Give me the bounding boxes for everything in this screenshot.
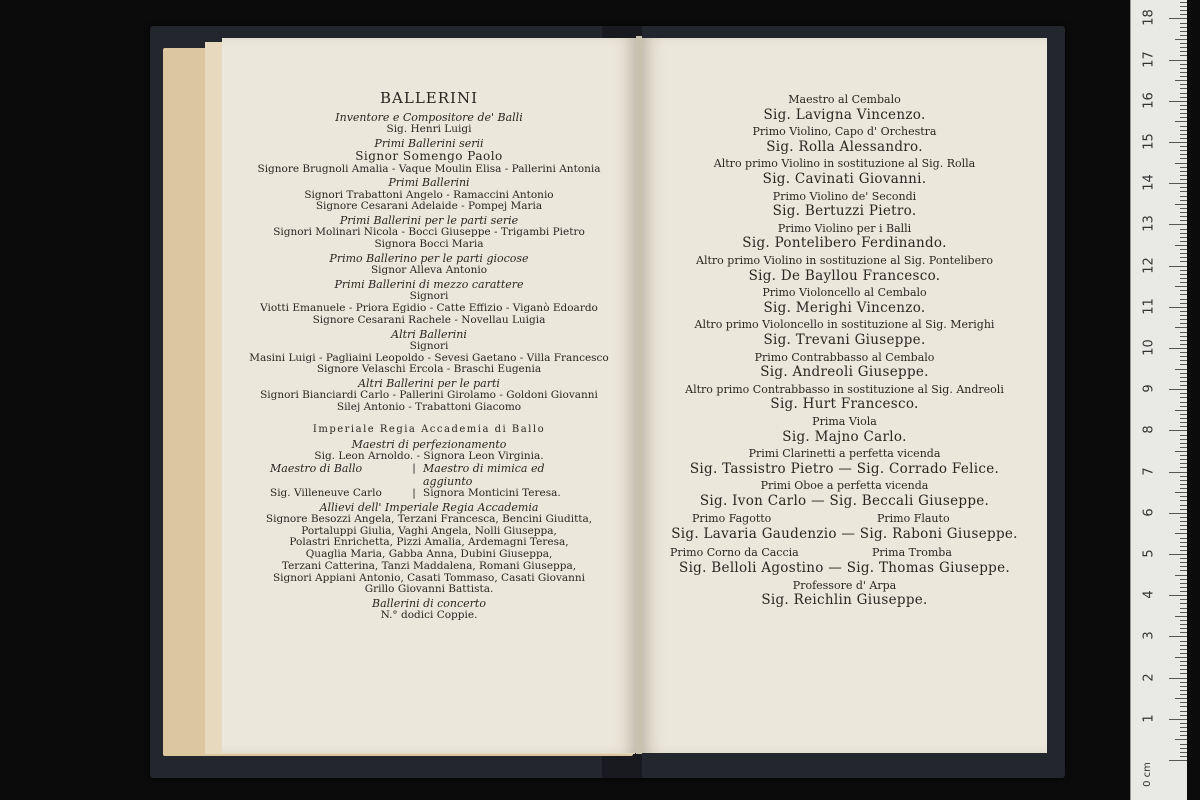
dancer-names: Signor Somengo Paolo [355, 149, 503, 164]
section-title: Primi Ballerini per le parti serie [339, 214, 519, 228]
ruler-tick [1180, 229, 1187, 230]
ruler-tick [1180, 43, 1187, 44]
ruler-tick [1180, 480, 1187, 481]
ruler-tick [1180, 373, 1187, 374]
section-title: Ballerini di concerto [372, 597, 486, 611]
ruler-number: 14 [1141, 174, 1157, 191]
ruler-tick [1180, 274, 1187, 275]
ruler-number: 9 [1141, 384, 1157, 393]
ruler-tick [1175, 451, 1187, 452]
ruler-number: 18 [1141, 9, 1157, 27]
ruler-tick [1169, 389, 1187, 390]
ruler-tick [1180, 212, 1187, 213]
ruler-tick [1180, 175, 1187, 176]
role-title: Altro primo Violino in sostituzione al Sig. Pontelibero [696, 253, 993, 267]
ruler-tick [1169, 224, 1187, 225]
ruler-tick [1180, 315, 1187, 316]
ruler-tick [1180, 196, 1187, 197]
ruler-tick [1180, 484, 1187, 485]
ruler-tick [1180, 682, 1187, 683]
ruler-tick [1180, 261, 1187, 262]
dancer-names: Quaglia Maria, Gabba Anna, Dubini Giuseppa, [305, 548, 553, 561]
ruler-tick [1180, 538, 1187, 539]
person-name: Sig. Cavinati Giovanni. [762, 171, 927, 188]
ruler-tick [1180, 591, 1187, 592]
ruler-tick [1175, 204, 1187, 205]
ruler-tick [1180, 31, 1187, 32]
person-name: Sig. De Bayllou Francesco. [748, 267, 941, 284]
ruler-tick [1180, 744, 1187, 745]
ruler-tick [1180, 570, 1187, 571]
ruler-tick [1180, 299, 1187, 300]
ruler-tick [1175, 327, 1187, 328]
role-title: Primo Contrabbasso al Cembalo [754, 350, 935, 364]
ruler-tick [1180, 97, 1187, 98]
dancer-names: Polastri Enrichetta, Pizzi Amalia, Ardemagni Teresa, [289, 536, 569, 549]
dancer-names: Signore Velaschi Ercola - Braschi Eugenia [316, 363, 542, 376]
ruler-tick [1180, 150, 1187, 151]
split-row [222, 488, 636, 500]
ruler-tick [1180, 612, 1187, 613]
ruler-tick [1175, 369, 1187, 370]
ruler-tick [1180, 146, 1187, 147]
ruler-number: 13 [1141, 215, 1157, 233]
person-name: Sig. Lavigna Vincenzo. [763, 106, 926, 123]
ruler-tick [1180, 51, 1187, 52]
dancer-names: Signori Appiani Antonio, Casati Tommaso, Casati Giovanni [272, 571, 586, 584]
pair-names-1: Sig. Lavaria Gaudenzio — Sig. Raboni Giuseppe. [671, 526, 1018, 543]
pair-roles-2 [642, 546, 1047, 560]
split-right: Maestro di mimica ed aggiunto [423, 462, 545, 488]
ruler-tick [1180, 397, 1187, 398]
ruler-tick [1180, 352, 1187, 353]
ruler-tick [1180, 68, 1187, 69]
ruler-number: 7 [1141, 466, 1157, 476]
orchestra-list [642, 94, 1047, 510]
ruler-tick [1180, 686, 1187, 687]
ruler-tick [1175, 533, 1187, 534]
dancer-names: Signore Besozzi Angela, Terzani Francesca, Bencini Giuditta, [265, 512, 593, 525]
person-name: Sig. Merighi Vincenzo. [763, 299, 926, 316]
ruler-tick [1180, 422, 1187, 423]
ruler-number: 12 [1141, 256, 1157, 274]
ruler-tick [1180, 443, 1187, 444]
ruler-tick [1180, 332, 1187, 333]
person-name: Sig. Reichlin Giuseppe. [761, 592, 928, 609]
ruler-tick [1180, 599, 1187, 600]
dancer-names: Signori Bianciardi Carlo - Pallerini Girolamo - Goldoni Giovanni [260, 389, 598, 402]
ruler-tick [1180, 171, 1187, 172]
students-list [222, 502, 636, 623]
ruler-tick [1180, 748, 1187, 749]
ruler-tick [1180, 476, 1187, 477]
ruler-tick [1180, 134, 1187, 135]
dancer-names: Signore Brugnoli Amalia - Vaque Moulin Elisa - Pallerini Antonia [257, 162, 601, 175]
ruler-tick [1180, 731, 1187, 732]
ruler-tick [1180, 467, 1187, 468]
ruler-tick [1180, 360, 1187, 361]
role-title: Professore d' Arpa [792, 578, 897, 592]
person-name: Sig. Hurt Francesco. [770, 396, 919, 413]
role-title: Altro primo Violoncello in sostituzione al Sig. Merighi [694, 318, 995, 332]
ruler-tick [1180, 509, 1187, 510]
ruler-tick [1180, 311, 1187, 312]
ruler-tick [1169, 472, 1187, 473]
ruler-tick [1180, 270, 1187, 271]
ruler-tick [1180, 752, 1187, 753]
role-title: Primo Violino, Capo d' Orchestra [752, 125, 937, 139]
ruler-tick [1180, 167, 1187, 168]
ruler-tick [1180, 669, 1187, 670]
ruler-tick [1180, 517, 1187, 518]
left-page [222, 38, 636, 753]
ruler-unit: 0 cm [1141, 762, 1153, 787]
ruler-tick [1180, 439, 1187, 440]
ruler-tick [1180, 546, 1187, 547]
ruler-tick [1180, 694, 1187, 695]
ruler-tick [1180, 47, 1187, 48]
ruler-tick [1180, 447, 1187, 448]
ruler-tick [1180, 237, 1187, 238]
dancer-names: Signori Trabattoni Angelo - Ramaccini Antonio [304, 188, 554, 201]
ruler-tick [1180, 735, 1187, 736]
ruler-tick [1169, 18, 1187, 19]
role-title: Maestro al Cembalo [788, 93, 901, 106]
ruler-tick [1180, 393, 1187, 394]
ruler-tick [1169, 554, 1187, 555]
ruler-tick [1180, 336, 1187, 337]
ruler-tick [1180, 23, 1187, 24]
dancer-names: Imperiale Regia Accademia di Ballo [312, 423, 546, 435]
ruler-tick [1180, 10, 1187, 11]
ruler-tick [1180, 727, 1187, 728]
ruler-tick [1180, 418, 1187, 419]
ruler-tick [1169, 719, 1187, 720]
person-name: Sig. Andreoli Giuseppe. [760, 364, 929, 381]
split-left: Sig. Villeneuve Carlo [270, 486, 382, 499]
ruler-tick [1180, 138, 1187, 139]
dancer-names: Signora Bocci Maria [374, 238, 484, 251]
ruler-tick [1180, 579, 1187, 580]
ruler-tick [1180, 435, 1187, 436]
ruler-tick [1180, 6, 1187, 7]
ruler-tick [1180, 603, 1187, 604]
ruler-number: 6 [1141, 508, 1157, 517]
ruler-tick [1180, 377, 1187, 378]
dancer-names: Signore Cesarani Adelaide - Pompej Maria [315, 200, 543, 213]
section-title: Altri Ballerini per le parti [358, 377, 500, 391]
role-right: Prima Tromba [872, 545, 952, 559]
ruler-tick [1180, 76, 1187, 77]
ruler-tick [1180, 216, 1187, 217]
role-title: Primi Clarinetti a perfetta vicenda [748, 447, 941, 461]
ruler-tick [1180, 632, 1187, 633]
ruler-tick [1175, 698, 1187, 699]
ruler-tick [1180, 665, 1187, 666]
ruler-tick [1180, 55, 1187, 56]
person-name: Sig. Trevani Giuseppe. [763, 331, 926, 348]
ruler-tick [1180, 661, 1187, 662]
ruler-tick [1180, 525, 1187, 526]
ruler-tick [1180, 529, 1187, 530]
section-title: Inventore e Compositore de' Balli [335, 110, 523, 124]
split-bar: | [412, 462, 416, 475]
ruler-number: 2 [1141, 672, 1157, 682]
ruler-tick [1180, 628, 1187, 629]
split-right: Signora Monticini Teresa. [423, 486, 561, 499]
ruler-number: 5 [1141, 549, 1157, 558]
ruler-tick [1169, 101, 1187, 102]
ruler-tick [1175, 739, 1187, 740]
person-name: Sig. Pontelibero Ferdinando. [742, 235, 947, 252]
ruler-tick [1180, 426, 1187, 427]
ruler-tick [1180, 645, 1187, 646]
dancer-names: Signori Molinari Nicola - Bocci Giuseppe - Trigambi Pietro [273, 226, 585, 239]
ruler-tick [1180, 706, 1187, 707]
ruler-tick [1180, 542, 1187, 543]
ruler-tick [1180, 158, 1187, 159]
ruler-tick [1180, 653, 1187, 654]
ruler-tick [1180, 608, 1187, 609]
ruler-number: 8 [1141, 425, 1157, 435]
ruler-tick [1169, 430, 1187, 431]
ruler-tick [1180, 356, 1187, 357]
ruler-tick [1180, 187, 1187, 188]
person-name: Sig. Majno Carlo. [782, 428, 907, 445]
person-name: Sig. Tassistro Pietro — Sig. Corrado Felice. [689, 460, 1000, 477]
ruler-tick [1175, 121, 1187, 122]
ruler-tick [1180, 550, 1187, 551]
person-name: Sig. Ivon Carlo — Sig. Beccali Giuseppe. [699, 492, 990, 509]
ruler-tick [1180, 249, 1187, 250]
ruler-tick [1180, 624, 1187, 625]
role-title: Primo Violino de' Secondi [772, 189, 917, 203]
ruler-tick [1180, 109, 1187, 110]
ruler-tick [1180, 711, 1187, 712]
ruler-tick [1180, 117, 1187, 118]
role-title: Primo Violoncello al Cembalo [762, 286, 927, 300]
ruler-tick [1180, 220, 1187, 221]
ruler-tick [1180, 290, 1187, 291]
ruler-tick [1180, 649, 1187, 650]
pair-roles-1 [642, 512, 1047, 526]
dancer-names: N.° dodici Coppie. [380, 609, 478, 622]
ruler-tick [1180, 278, 1187, 279]
ruler-tick [1180, 130, 1187, 131]
page-heading: BALLERINI [380, 89, 478, 107]
ruler-tick [1180, 303, 1187, 304]
ruler-tick [1180, 191, 1187, 192]
ruler-tick [1180, 323, 1187, 324]
ruler-tick [1180, 690, 1187, 691]
ruler-tick [1175, 245, 1187, 246]
ruler-tick [1180, 562, 1187, 563]
ruler-tick [1180, 200, 1187, 201]
ruler-tick [1180, 294, 1187, 295]
dancer-names: Signori [409, 290, 449, 303]
role-right: Primo Flauto [877, 512, 950, 526]
ruler-tick [1180, 344, 1187, 345]
ruler-tick [1169, 678, 1187, 679]
ruler-tick [1175, 286, 1187, 287]
role-title: Primo Violino per i Balli [777, 221, 912, 235]
ruler-tick [1175, 575, 1187, 576]
ruler-tick [1180, 179, 1187, 180]
ruler-tick [1180, 35, 1187, 36]
dancer-names: Signor Alleva Antonio [370, 264, 488, 277]
ruler-tick [1180, 715, 1187, 716]
dancer-names: Terzani Catterina, Tanzi Maddalena, Romani Giuseppa, [281, 559, 577, 572]
ruler-tick [1180, 84, 1187, 85]
split-left: Maestro di Ballo [270, 462, 363, 476]
ruler-tick [1175, 80, 1187, 81]
ruler-tick [1180, 500, 1187, 501]
role-left: Primo Fagotto [692, 512, 772, 526]
ruler-number: 11 [1141, 298, 1157, 315]
ruler-tick [1180, 723, 1187, 724]
ruler-number: 17 [1141, 50, 1157, 68]
dancer-names: Masini Luigi - Pagliaini Leopoldo - Sevesi Gaetano - Villa Francesco [249, 351, 609, 364]
ruler-tick [1169, 513, 1187, 514]
section-title: Altri Ballerini [391, 327, 467, 341]
masters-split [222, 463, 636, 499]
role-title: Altro primo Contrabbasso in sostituzione al Sig. Andreoli [685, 382, 1004, 396]
ruler-tick [1175, 410, 1187, 411]
section-title: Primi Ballerini serii [374, 136, 484, 150]
ruler-tick [1175, 616, 1187, 617]
dancer-names: Viotti Emanuele - Priora Egidio - Catte Effizio - Viganò Edoardo [260, 302, 598, 315]
ruler-tick [1180, 72, 1187, 73]
ruler-tick [1169, 636, 1187, 637]
dancer-names: Sig. Henri Luigi [386, 123, 472, 136]
ruler-tick [1180, 88, 1187, 89]
ruler-tick [1180, 282, 1187, 283]
ruler-tick [1169, 60, 1187, 61]
dancer-names: Signore Cesarani Rachele - Novellau Luigia [312, 313, 546, 326]
right-page [642, 38, 1047, 753]
pair-names-2: Sig. Belloli Agostino — Sig. Thomas Giuseppe. [679, 559, 1010, 576]
ruler-tick [1180, 620, 1187, 621]
ruler-tick [1180, 455, 1187, 456]
split-row [222, 463, 636, 488]
ruler-tick [1180, 756, 1187, 757]
ruler-tick [1169, 142, 1187, 143]
ruler-tick [1180, 64, 1187, 65]
dancer-names: Signori [409, 339, 449, 352]
ruler-number: 3 [1141, 631, 1157, 641]
ruler-tick [1180, 319, 1187, 320]
ruler-tick [1180, 2, 1187, 3]
ruler-tick [1180, 126, 1187, 127]
dancers-list [222, 112, 636, 463]
ruler-tick [1180, 241, 1187, 242]
ruler-tick [1169, 595, 1187, 596]
ruler-tick [1180, 93, 1187, 94]
ruler-tick [1180, 566, 1187, 567]
ruler-tick [1180, 253, 1187, 254]
ruler-tick [1180, 702, 1187, 703]
ruler-tick [1180, 385, 1187, 386]
ruler-tick [1180, 505, 1187, 506]
ruler-tick [1180, 257, 1187, 258]
role-title: Prima Viola [812, 414, 877, 428]
dancer-names: Portaluppi Giulia, Vaghi Angela, Nolli Giuseppa, [301, 524, 557, 537]
ruler-number: 16 [1141, 92, 1157, 109]
section-title: Primi Ballerini di mezzo carattere [334, 278, 524, 292]
split-bar: | [412, 486, 416, 499]
section-title: Allievi dell' Imperiale Regia Accademia [319, 500, 539, 514]
ruler-number: 10 [1141, 339, 1157, 356]
ruler-tick [1180, 113, 1187, 114]
ruler-tick [1180, 402, 1187, 403]
ruler-tick [1180, 414, 1187, 415]
dancer-names: Sig. Leon Arnoldo. - Signora Leon Virginia. [314, 450, 544, 463]
role-title: Altro primo Violino in sostituzione al Sig. Rolla [713, 157, 976, 171]
role-title: Primi Oboe a perfetta vicenda [760, 479, 929, 493]
ruler-number: 1 [1141, 714, 1157, 723]
person-name: Sig. Bertuzzi Pietro. [772, 203, 917, 220]
ruler-tick [1180, 673, 1187, 674]
section-title: Maestri di perfezionamento [351, 438, 507, 452]
ruler-tick [1180, 587, 1187, 588]
ruler-tick [1180, 381, 1187, 382]
ruler-tick [1180, 105, 1187, 106]
ruler-tick [1180, 583, 1187, 584]
ruler-tick [1175, 163, 1187, 164]
ruler-tick [1169, 760, 1187, 761]
ruler-tick [1180, 558, 1187, 559]
ruler-tick [1175, 492, 1187, 493]
ruler-tick [1180, 340, 1187, 341]
ruler-tick [1180, 488, 1187, 489]
role-left: Primo Corno da Caccia [670, 545, 799, 559]
ruler-tick [1169, 307, 1187, 308]
ruler-tick [1180, 233, 1187, 234]
ruler-tick [1180, 14, 1187, 15]
ruler-tick [1180, 27, 1187, 28]
ruler-number: 15 [1141, 133, 1157, 150]
ruler-tick [1180, 154, 1187, 155]
ruler-tick [1175, 657, 1187, 658]
ruler-tick [1180, 459, 1187, 460]
ruler-tick [1180, 463, 1187, 464]
ruler-tick [1180, 521, 1187, 522]
measuring-ruler [1130, 0, 1187, 800]
dancer-names: Grillo Giovanni Battista. [364, 583, 494, 596]
ruler-tick [1169, 183, 1187, 184]
ruler-tick [1180, 496, 1187, 497]
person-name: Sig. Rolla Alessandro. [766, 138, 923, 155]
ruler-tick [1180, 364, 1187, 365]
ruler-tick [1175, 39, 1187, 40]
section-title: Primo Ballerino per le parti giocose [329, 251, 529, 265]
ruler-tick [1180, 641, 1187, 642]
ruler-number: 4 [1141, 590, 1157, 599]
ruler-tick [1169, 348, 1187, 349]
ruler-tick [1169, 266, 1187, 267]
ruler-tick [1180, 208, 1187, 209]
dancer-names: Silej Antonio - Trabattoni Giacomo [336, 401, 522, 414]
section-title: Primi Ballerini [388, 176, 470, 190]
ruler-tick [1180, 406, 1187, 407]
